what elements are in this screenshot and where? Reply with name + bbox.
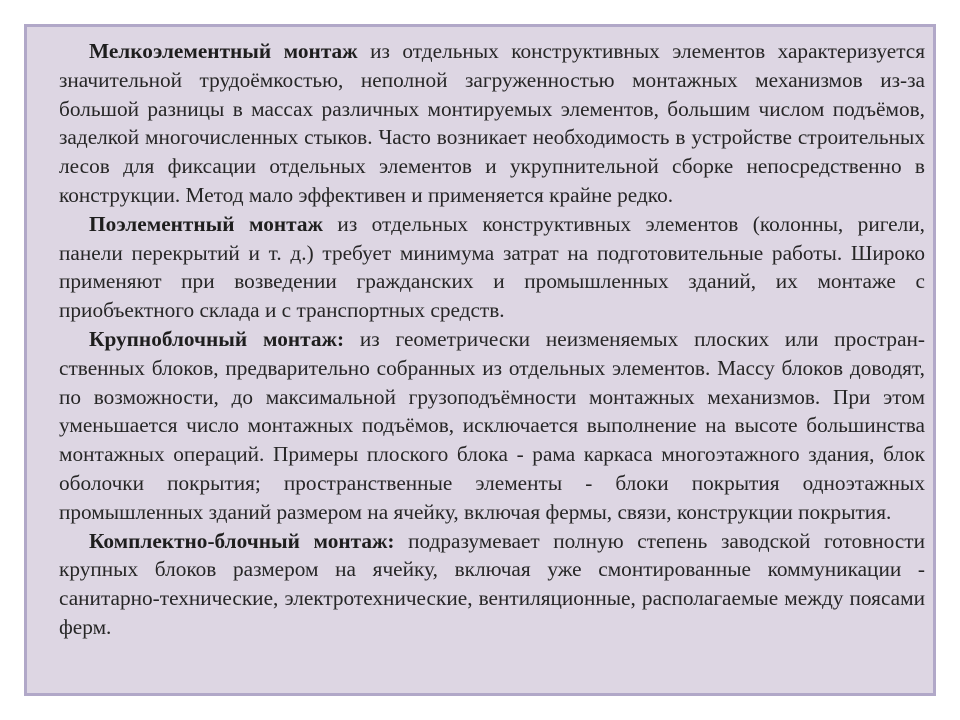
paragraph-text: подразумевает полную степень заводской готовности крупных блоков размером на ячейку, включая уже смонтированные коммуникации - санитарно-технические, электротехнические, вентиляционные, располагаемые между поясами ферм. [59,528,925,639]
paragraph-text: из геометрически неизменяемых плоских или пространственных блоков, предварительно собранных из отдельных элементов. Массу блоков доводят, по возможности, до максимальной грузоподъёмности монтажных механизмов. При этом уменьшается число монтажных подъёмов, исключается выполнение на высоте большинства монтажных операций. Примеры плоского блока - рама каркаса многоэтажного здания, блок оболочки покрытия; пространственные элементы - блоки покрытия одноэтажных промышленных зданий размером на ячейку, включая фермы, связи, конструкции покрытия. [59,326,926,524]
term-melkoelementny: Мелкоэлементный монтаж [89,39,358,63]
paragraph-text: из отдельных конструктивных элементов характеризуется значительной трудоёмкостью, неполной загруженностью монтажных механизмов из-за большой разницы в массах различных монтируемых элементов, большим числом подъёмов, заделкой многочисленных стыков. Часто возникает необходимость в устройстве строительных лесов для фиксации отдельных элементов и укрупнительной сборке непосредственно в конструкции. Метод мало эффективен и применяется крайне редко. [59,39,926,207]
text-frame [24,24,936,696]
term-poelementny: Поэлементный монтаж [89,211,323,236]
paragraph-krupnoblochny [59,325,925,527]
term-komplektno-blochny: Комплектно-блочный монтаж: [89,528,395,553]
text-body [59,37,925,642]
paragraph-text: из отдельных конструктивных элементов (колонны, ригели, панели перекрытий и т. д.) требует минимума затрат на подготовительные работы. Широко применяют при возведении гражданских и промышленных зданий, их монтаже с приобъектного склада и с транспортных средств. [59,211,925,323]
paragraph-komplektno-blochny [59,527,925,642]
paragraph-poelementny [59,210,925,325]
paragraph-melkoelementny [59,37,925,210]
term-krupnoblochny: Крупноблочный монтаж: [89,326,345,351]
